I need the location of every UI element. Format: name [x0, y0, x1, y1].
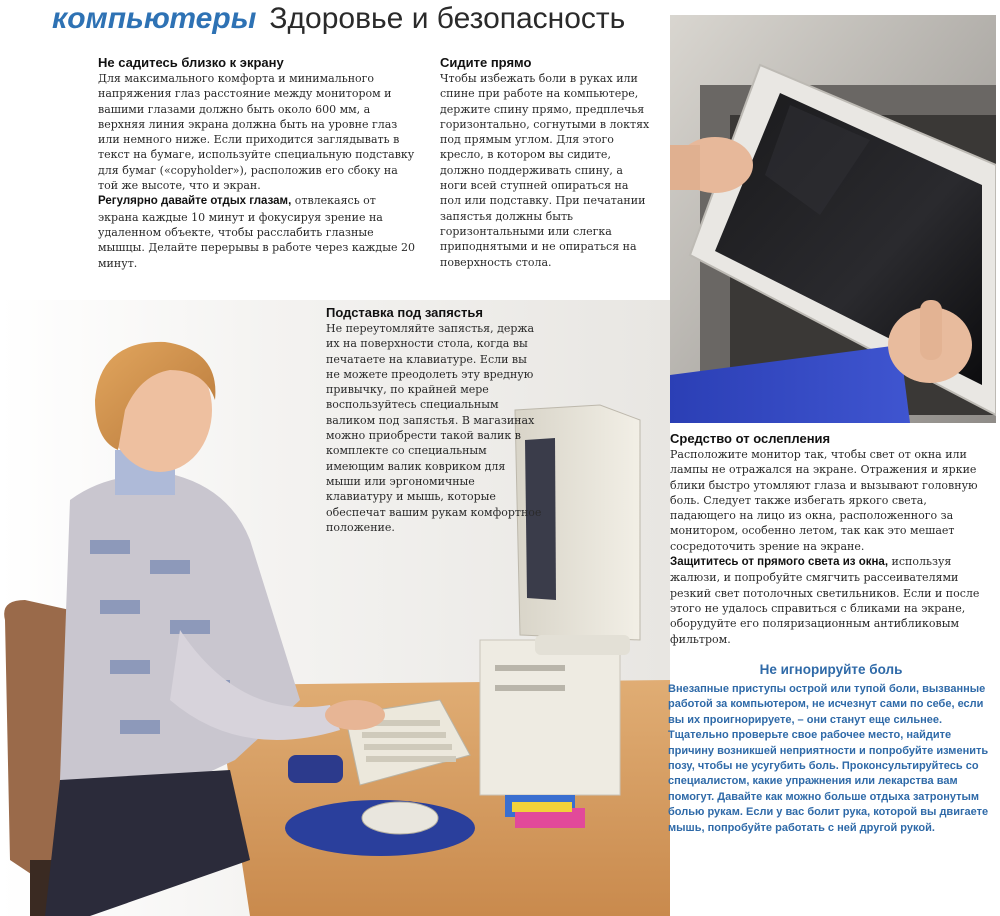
posture-heading: Сидите прямо: [440, 55, 532, 70]
window-light-text: используя жалюзи, и попробуйте смягчить рассеивателями резкий свет потолочных светильников. Если и после этого не удалось справиться с бликами на экране, оборудуйте его поляризационным антибликовым фильтром.: [670, 555, 980, 646]
eye-distance-text: Для максимального комфорта и минимального напряжения глаз расстояние между монитором и вашими глазами должно быть около 600 мм, а верхняя линия экрана должна быть на уровне глаз или немного ниже. Если приходится заглядывать в текст на бумаге, используйте специальную подставку для бумаг («copyholder»), расположив его сбоку на той же высоте, что и экран.: [98, 72, 415, 193]
wrist-rest-heading: Подставка под запястья: [326, 305, 483, 320]
section-name: компьютеры: [52, 2, 257, 35]
glare-text: Расположите монитор так, чтобы свет от окна или лампы не отражался на экране. Отражения и яркие блики быстро утомляют глаза и вызывают головную боль. Следует также избегать яркого света, падающего на лицо из окна, расположенного за монитором, особенно летом, так как это мешает сосредоточить зрение на экране.: [670, 448, 978, 553]
eye-distance-heading: Не садитесь близко к экрану: [98, 55, 284, 70]
page-title: Здоровье и безопасность: [269, 2, 626, 35]
eye-distance-section: [98, 54, 416, 271]
posture-section: [440, 54, 652, 270]
window-light-lead: Защититесь от прямого света из окна,: [670, 556, 889, 569]
anti-glare-filter-photo: [670, 15, 996, 423]
glare-section: [670, 430, 995, 647]
page-header: [52, 2, 625, 42]
wrist-rest-section: [326, 304, 542, 535]
glare-heading: Средство от ослепления: [670, 431, 831, 446]
posture-text: Чтобы избежать боли в руках или спине при работе на компьютере, держите спину прямо, предплечья горизонтально, согнутыми в локтях под прямым углом. Для этого кресло, в котором вы сидите, должно поддерживать спину, а ноги всей ступней опираться на пол или подставку. При печатании запястья должны быть горизонтальными или слегка приподнятыми и не опираться на поверхность стола.: [440, 72, 650, 269]
window-light-paragraph: [670, 554, 995, 647]
pain-heading: Не игнорируйте боль: [759, 662, 903, 677]
pain-text: Внезапные приступы острой или тупой боли, вызванные работой за компьютером, не исчезнут сами по себе, если вы их проигнорируете, – они станут еще сильнее. Тщательно проверьте свое рабочее место, найдите причину возникшей неприятности и попробуйте изменить позу, чтобы не усугубить боль. Проконсультируйтесь со специалистом, какие упражнения или лекарства вам помогут. Давайте как можно больше отдыха затронутым болью рукам. Если у вас болит рука, которой вы двигаете мышь, попробуйте работать с ней другой рукой.: [668, 683, 989, 834]
eye-rest-paragraph: [98, 193, 416, 270]
pain-section: [668, 662, 994, 836]
eye-rest-text: отвлекаясь от экрана каждые 10 минут и фокусируя зрение на удаленном объекте, чтобы расслабить глазные мышцы. Делайте перерывы в работе через каждые 20 минут.: [98, 194, 415, 270]
wrist-rest-text: Не переутомляйте запястья, держа их на поверхности стола, когда вы печатаете на клавиатуре. Если вы не можете преодолеть эту вредную привычку, по крайней мере воспользуйтесь специальным валиком под запястья. В магазинах можно приобрести такой валик в комплекте со специальным имеющим валик ковриком для мыши или эргономичные клавиатуру и мышь, которые обеспечат вашим рукам комфортное положение.: [326, 322, 542, 534]
eye-rest-lead: Регулярно давайте отдых глазам,: [98, 195, 292, 208]
